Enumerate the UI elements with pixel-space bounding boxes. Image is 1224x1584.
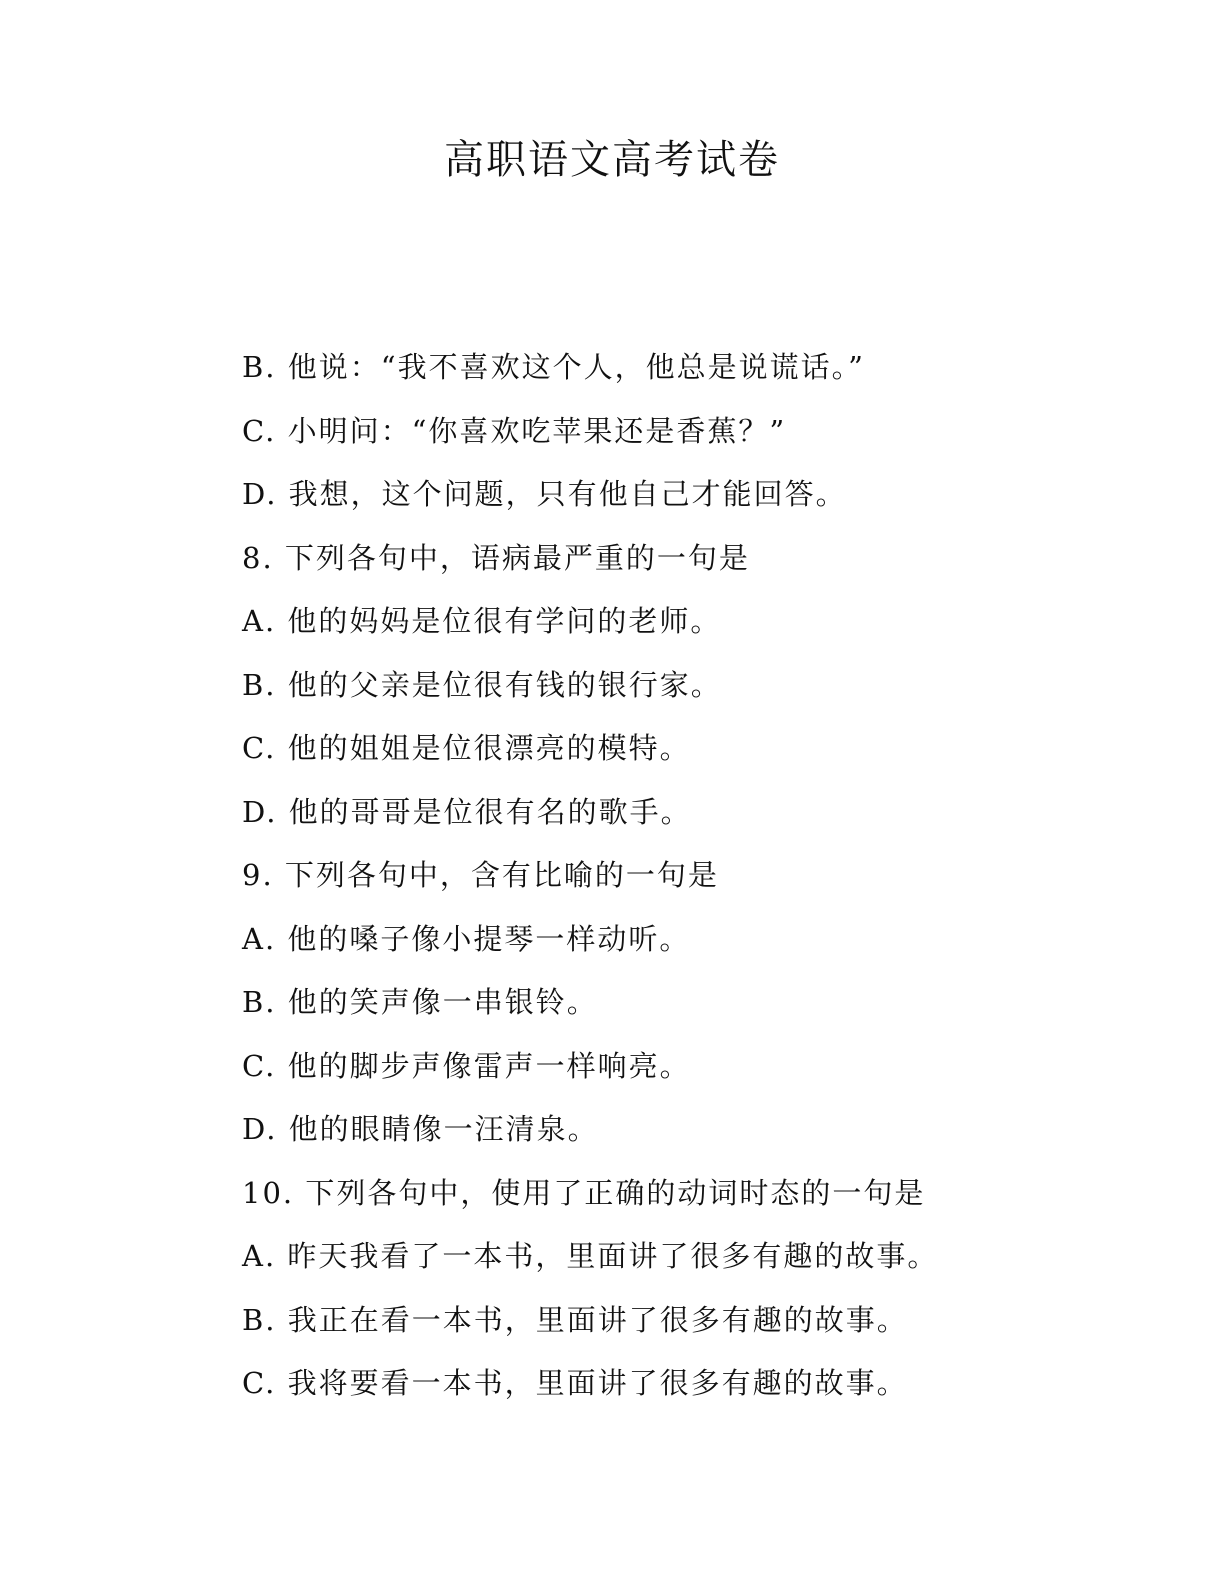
option-c-q7: C. 小明问：“你喜欢吃苹果还是香蕉？” <box>242 413 787 448</box>
question-9: 9. 下列各句中，含有比喻的一句是 <box>242 858 719 892</box>
option-b-q9: B. 他的笑声像一串银铃。 <box>242 985 598 1019</box>
option-b-q7: B. 他说：“我不喜欢这个人，他总是说谎话。” <box>242 350 865 384</box>
option-a-q10: A. 昨天我看了一本书，里面讲了很多有趣的故事。 <box>242 1239 939 1273</box>
option-c-q9: C. 他的脚步声像雷声一样响亮。 <box>242 1048 691 1083</box>
option-a-q9: A. 他的嗓子像小提琴一样动听。 <box>242 921 691 956</box>
page-title: 高职语文高考试卷 <box>444 137 780 183</box>
option-b-q10: B. 我正在看一本书，里面讲了很多有趣的故事。 <box>242 1302 908 1337</box>
option-b-q8: B. 他的父亲是位很有钱的银行家。 <box>242 667 722 702</box>
option-c-q10: C. 我将要看一本书，里面讲了很多有趣的故事。 <box>242 1366 908 1400</box>
option-d-q8: D. 他的哥哥是位很有名的歌手。 <box>242 794 692 829</box>
option-a-q8: A. 他的妈妈是位很有学问的老师。 <box>242 604 722 638</box>
option-c-q8: C. 他的姐姐是位很漂亮的模特。 <box>242 731 691 765</box>
option-d-q9: D. 他的眼睛像一汪清泉。 <box>242 1112 599 1146</box>
exam-content <box>242 336 1142 1416</box>
option-d-q7: D. 我想，这个问题，只有他自己才能回答。 <box>242 477 847 511</box>
question-8: 8. 下列各句中，语病最严重的一句是 <box>242 540 750 575</box>
question-10: 10. 下列各句中，使用了正确的动词时态的一句是 <box>242 1175 926 1210</box>
